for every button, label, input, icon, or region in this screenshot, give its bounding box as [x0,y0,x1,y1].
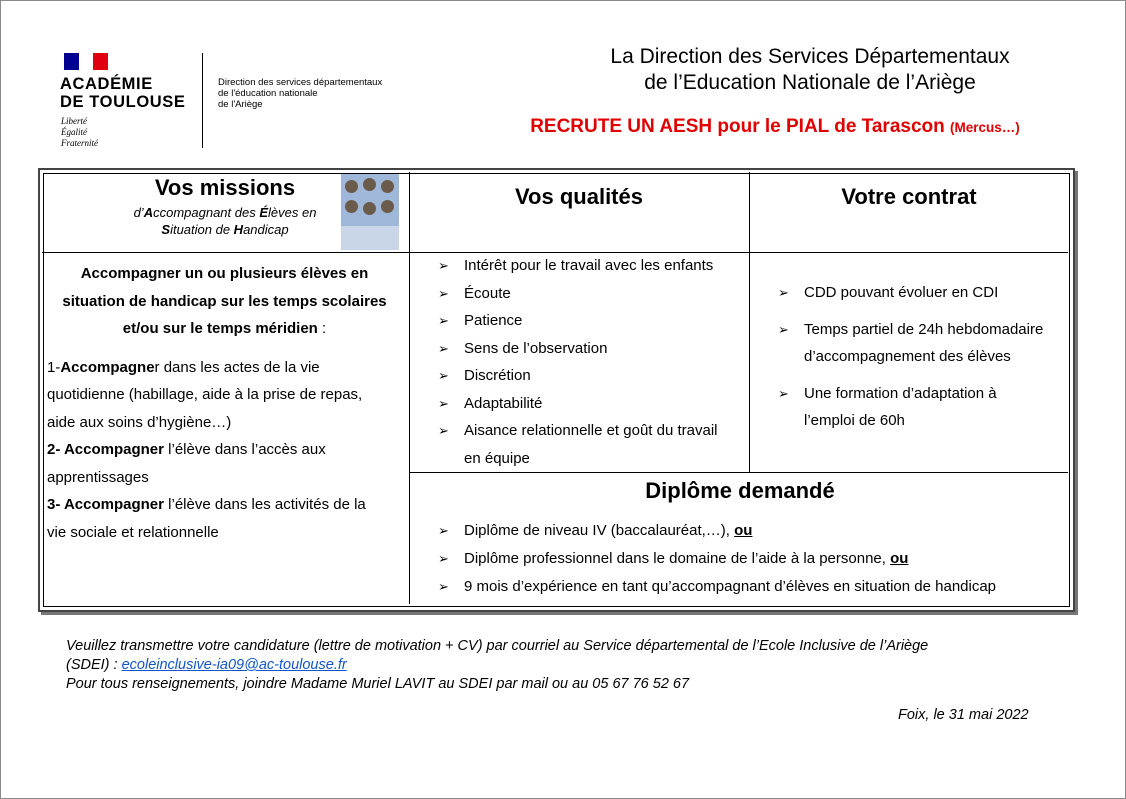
page-title: La Direction des Services Départementaux de l’Education Nationale de l’Ariège [610,45,1010,94]
email-link[interactable]: ecoleinclusive-ia09@ac-toulouse.fr [121,657,347,673]
missions-body: Accompagner un ou plusieurs élèves en situation de handicap sur les temps scolaires et/ou sur le temps méridien : 1-Accompagner dans les actes de la vie quotidienne (habillage, aide à la prise de repas, aide aux soins d’hygiène…) 2- Accompagner l’élève dans l’accès aux apprentissages 3- Accompagner l’élève dans les activités de la vie sociale et relationnelle [47,260,402,546]
list-item: ➢ Écoute [438,280,748,308]
diplome-heading: Diplôme demandé [645,478,835,503]
table-vline [409,172,410,604]
list-item: ➢ Adaptabilité [438,390,748,418]
document-date: Foix, le 31 mai 2022 [898,707,1029,723]
list-item: ➢ Sens de l’observation [438,335,748,363]
missions-subtitle: d’Accompagnant des Élèves en Situation de Handicap [133,205,317,237]
mission-1: 1-Accompagner dans les actes de la vie [47,358,320,376]
mission-2: 2- Accompagner l’élève dans l’accès aux [47,441,326,458]
list-item: ➢ Une formation d’adaptation à l’emploi de 60h [778,380,1068,435]
contrat-heading: Votre contrat [841,184,977,209]
direction-small-text: Direction des services départementaux de l'éducation nationale de l'Ariège [218,77,383,110]
republic-motto: Liberté Égalité Fraternité [61,116,98,148]
list-item: ➢ Aisance relationnelle et goût du travail en équipe [438,417,748,472]
qualites-list [438,252,748,472]
list-item: ➢ Diplôme professionnel dans le domaine de l’aide à la personne, ou [438,545,1058,573]
diplome-list [438,517,1058,601]
list-item: ➢ Discrétion [438,362,748,390]
missions-heading: Vos missions [154,175,296,200]
list-item: ➢ Intérêt pour le travail avec les enfants [438,252,748,280]
list-item: ➢ Patience [438,307,748,335]
recruitment-headline: RECRUTE UN AESH pour le PIAL de Tarascon (Mercus…) [530,116,1020,137]
table-vline [749,172,750,472]
academy-name: ACADÉMIE DE TOULOUSE [60,75,186,111]
mission-3: 3- Accompagner l’élève dans les activités de la [47,496,366,513]
application-instructions: Veuillez transmettre votre candidature (lettre de motivation + CV) par courriel au Service départemental de l’Ecole Inclusive de l’Ariège (SDEI) : ecoleinclusive-ia09@ac-toulouse.fr Pour tous renseignements, joindre Madame Muriel LAVIT au SDEI par mail ou au 05 67 76 52 67 [66,638,929,692]
aesh-guide-cover-image [341,174,399,250]
republic-flag-icon [64,53,108,70]
list-item: ➢ 9 mois d’expérience en tant qu’accompagnant d’élèves en situation de handicap [438,573,1058,601]
list-item: ➢ Temps partiel de 24h hebdomadaire d’accompagnement des élèves [778,316,1068,371]
table-hline [409,472,1068,473]
logo-divider [202,53,203,148]
qualites-heading: Vos qualités [515,184,643,209]
contrat-list [778,279,1068,435]
list-item: ➢ Diplôme de niveau IV (baccalauréat,…), ou [438,517,1058,545]
list-item: ➢ CDD pouvant évoluer en CDI [778,279,1068,307]
